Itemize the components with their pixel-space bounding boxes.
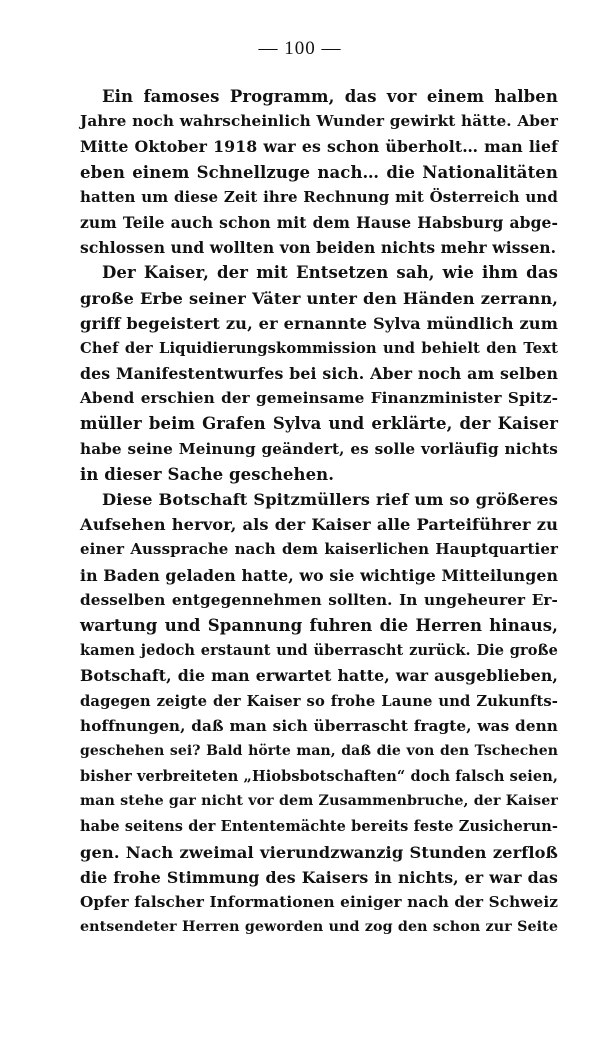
text-line: habe seitens der Ententemächte bereits feste Zusicherun- <box>80 818 559 836</box>
text-line: in Baden geladen hatte, wo sie wichtige Mitteilungen <box>80 565 558 585</box>
text-line: Ein famoses Programm, das vor einem halben <box>102 87 558 106</box>
text-line: des Manifestentwurfes bei sich. Aber noch am selben <box>80 364 558 384</box>
text-line: griff begeistert zu, er ernannte Sylva mündlich zum <box>80 313 558 333</box>
text-line: Mitte Oktober 1918 war es schon überholt… man lief <box>80 137 558 157</box>
text-line: Chef der Liquidierungskommission und behielt den Text <box>80 339 558 357</box>
text-line: geschehen sei? Bald hörte man, daß die von den Tschechen <box>80 742 558 759</box>
text-line: hoffnungen, daß man sich überrascht fragte, was denn <box>80 716 558 735</box>
text-line: Jahre noch wahrscheinlich Wunder gewirkt hätte. Aber <box>80 112 558 131</box>
text-line: Abend erschien der gemeinsame Finanzminister Spitz- <box>80 389 558 408</box>
text-line: desselben entgegennehmen sollten. In ungeheurer Er- <box>80 590 558 609</box>
text-line: in dieser Sache geschehen. <box>80 464 335 484</box>
page-number: — 100 — <box>258 38 342 59</box>
text-line: bisher verbreiteten „Hiobsbotschaften“ doch falsch seien, <box>80 768 558 786</box>
text-line: gen. Nach zweimal vierundzwanzig Stunden zerfloß <box>80 842 558 862</box>
text-line: die frohe Stimmung des Kaisers in nichts, er war das <box>80 867 558 887</box>
text-line: hatten um diese Zeit ihre Rechnung mit Österreich und <box>80 187 558 206</box>
text-line: Aufsehen hervor, als der Kaiser alle Parteiführer zu <box>80 515 558 535</box>
text-line: einer Aussprache nach dem kaiserlichen Hauptquartier <box>80 540 558 559</box>
text-line: müller beim Grafen Sylva und erklärte, der Kaiser <box>80 414 558 434</box>
text-line: dagegen zeigte der Kaiser so frohe Laune und Zukunfts- <box>80 692 558 710</box>
text-line: kamen jedoch erstaunt und überrascht zurück. Die große <box>80 642 558 660</box>
text-line: man stehe gar nicht vor dem Zusammenbruche, der Kaiser <box>80 793 558 810</box>
text-line: zum Teile auch schon mit dem Hause Habsburg abge- <box>80 212 558 232</box>
text-line: große Erbe seiner Väter unter den Händen zerrann, <box>80 288 558 308</box>
text-line: eben einem Schnellzuge nach… die Nationalitäten <box>80 162 558 182</box>
text-line: schlossen und wollten von beiden nichts mehr wissen. <box>80 238 557 258</box>
text-line: Opfer falscher Informationen einiger nach der Schweiz <box>80 893 558 911</box>
text-line: Der Kaiser, der mit Entsetzen sah, wie ihm das <box>102 263 558 283</box>
body-text <box>80 84 558 940</box>
text-line: entsendeter Herren geworden und zog den schon zur Seite <box>80 919 558 936</box>
text-line: habe seine Meinung geändert, es solle vorläufig nichts <box>80 439 558 458</box>
text-line: wartung und Spannung fuhren die Herren hinaus, <box>80 615 558 635</box>
text-line: Botschaft, die man erwartet hatte, war ausgeblieben, <box>80 666 558 686</box>
text-line: Diese Botschaft Spitzmüllers rief um so größeres <box>102 490 558 509</box>
